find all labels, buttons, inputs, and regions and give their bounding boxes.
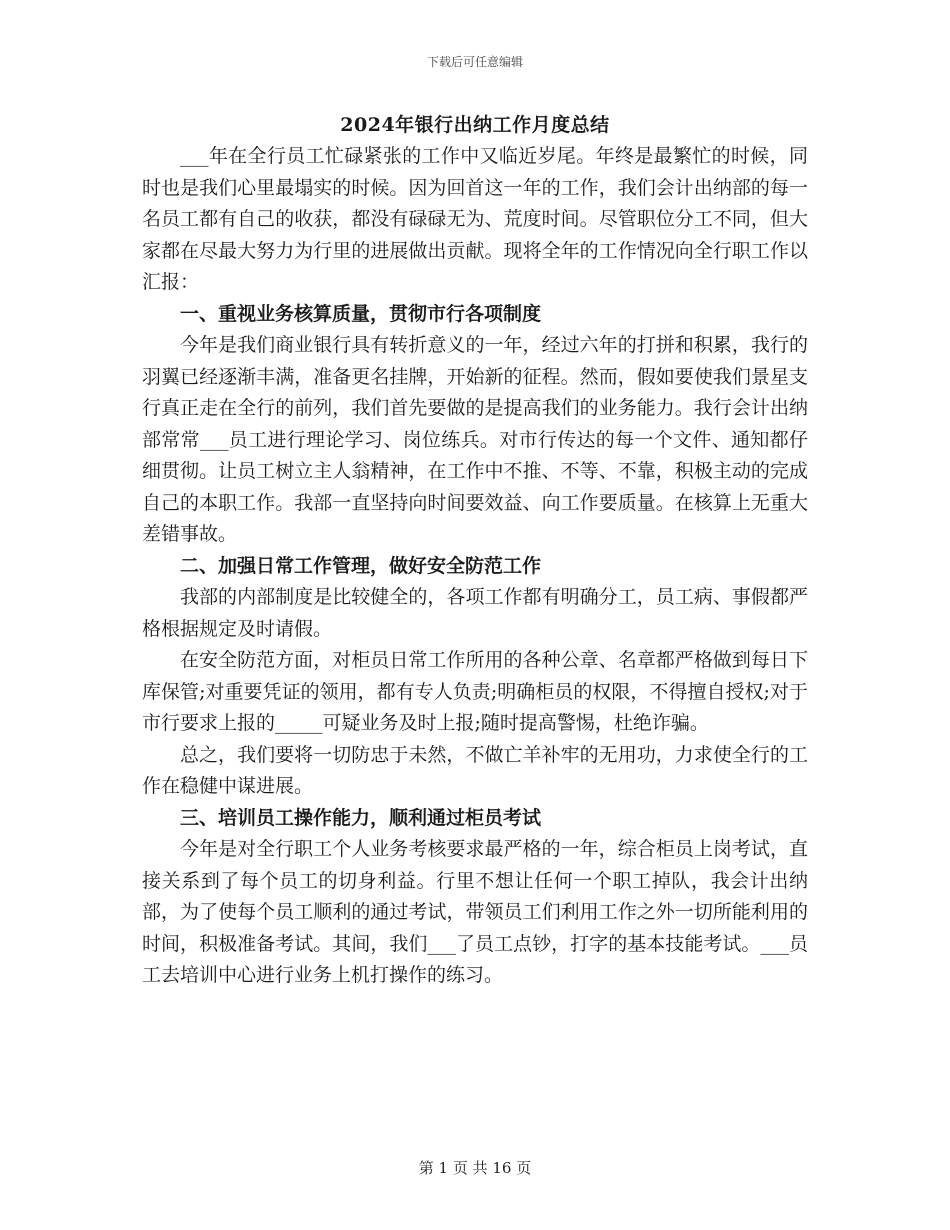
section-2-paragraph-1: 我部的内部制度是比较健全的，各项工作都有明确分工，员工病、事假都严格根据规定及时请假。 [142, 586, 808, 640]
section-heading-3: 三、培训员工操作能力，顺利通过柜员考试 [180, 806, 542, 829]
document-body [142, 141, 808, 992]
section-2-paragraph-3: 总之，我们要将一切防忠于未然，不做亡羊补牢的无用功，力求使全行的工作在稳健中谋进展。 [142, 743, 808, 797]
section-3-paragraph-1: 今年是对全行职工个人业务考核要求最严格的一年，综合柜员上岗考试，直接关系到了每个员工的切身利益。行里不想让任何一个职工掉队，我会计出纳部，为了使每个员工顺利的通过考试，带领员工们利用工作之外一切所能利用的时间，积极准备考试。其间，我们___了员工点钞，打字的基本技能考试。___员工去培训中心进行业务上机打操作的练习。 [142, 838, 808, 986]
header-note: 下载后可任意编辑 [426, 55, 523, 69]
page-number: 第 1 页 共 16 页 [418, 1159, 532, 1177]
section-heading-2: 二、加强日常工作管理，做好安全防范工作 [180, 554, 542, 577]
section-1-paragraph-1: 今年是我们商业银行具有转折意义的一年，经过六年的打拼和积累，我行的羽翼已经逐渐丰满，准备更名挂牌，开始新的征程。然而，假如要使我们景星支行真正走在全行的前列，我们首先要做的是提高我们的业务能力。我行会计出纳部常常___员工进行理论学习、岗位练兵。对市行传达的每一个文件、通知都仔细贯彻。让员工树立主人翁精神，在工作中不推、不等、不靠，积极主动的完成自己的本职工作。我部一直坚持向时间要效益、向工作要质量。在核算上无重大差错事故。 [142, 334, 808, 545]
intro-paragraph: ___年在全行员工忙碌紧张的工作中又临近岁尾。年终是最繁忙的时候，同时也是我们心里最塌实的时候。因为回首这一年的工作，我们会计出纳部的每一名员工都有自己的收获，都没有碌碌无为、荒度时间。尽管职位分工不同，但大家都在尽最大努力为行里的进展做出贡献。现将全年的工作情况向全行职工作以汇报： [142, 145, 808, 293]
section-heading-1: 一、重视业务核算质量，贯彻市行各项制度 [180, 302, 542, 325]
section-2-paragraph-2: 在安全防范方面，对柜员日常工作所用的各种公章、名章都严格做到每日下库保管;对重要凭证的领用，都有专人负责;明确柜员的权限，不得擅自授权;对于市行要求上报的_____可疑业务及时上报;随时提高警惕，杜绝诈骗。 [142, 649, 808, 734]
document-title: 2024年银行出纳工作月度总结 [340, 114, 610, 136]
